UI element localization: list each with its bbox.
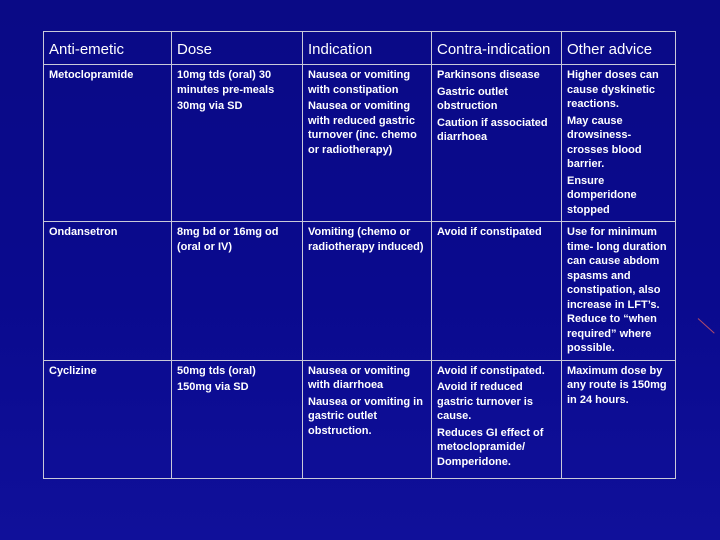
cell-contra-indication (432, 360, 562, 478)
indication-line: Nausea or vomiting in gastric outlet obstruction. (308, 395, 423, 437)
contra-line: Caution if associated diarrhoea (437, 116, 548, 143)
indication-line: Nausea or vomiting with reduced gastric turnover (inc. chemo or radiotherapy) (308, 100, 417, 156)
dose-line: 10mg tds (oral) 30 minutes pre-meals (177, 69, 275, 96)
advice-line: Higher doses can cause dyskinetic reactions. (567, 69, 659, 110)
contra-line: Avoid if constipated. (437, 364, 545, 377)
header-row (44, 32, 676, 65)
cell-other-advice (562, 222, 676, 361)
advice-line: Use for minimum time- long duration can cause abdom spasms and constipation, also increase in LFT’s. Reduce to “when required” where possible. (567, 226, 667, 354)
contra-line: Parkinsons disease (437, 69, 540, 81)
dose-line: 8mg bd or 16mg od (oral or IV) (177, 226, 279, 253)
contra-line: Reduces GI effect of metoclopramide/ Domperidone. (437, 426, 544, 468)
dose-line: 30mg via SD (177, 100, 243, 112)
indication-line: Nausea or vomiting with diarrhoea (308, 364, 411, 391)
header-other-advice: Other advice (562, 32, 676, 65)
cell-indication (303, 65, 432, 222)
contra-line: Gastric outlet obstruction (437, 85, 508, 112)
indication-line: Vomiting (chemo or radiotherapy induced) (308, 226, 424, 253)
cell-contra-indication (432, 222, 562, 361)
table-row (44, 222, 676, 361)
decorative-line (698, 318, 715, 333)
cell-drug: Cyclizine (44, 360, 172, 478)
table-row (44, 360, 676, 478)
cell-drug: Ondansetron (44, 222, 172, 361)
dose-line: 150mg via SD (177, 381, 249, 393)
cell-indication (303, 360, 432, 478)
contra-line: Avoid if reduced gastric turnover is cause. (437, 381, 533, 422)
table-row (44, 65, 676, 222)
header-dose: Dose (172, 32, 303, 65)
advice-line: May cause drowsiness- crosses blood barrier. (567, 114, 642, 170)
anti-emetic-table (43, 31, 676, 479)
header-anti-emetic: Anti-emetic (44, 32, 172, 65)
advice-line: Ensure domperidone stopped (567, 174, 637, 216)
indication-line: Nausea or vomiting with constipation (308, 69, 411, 96)
cell-indication (303, 222, 432, 361)
header-indication: Indication (303, 32, 432, 65)
advice-line: Maximum dose by any route is 150mg in 24 hours. (567, 364, 667, 406)
cell-drug: Metoclopramide (44, 65, 172, 222)
cell-dose (172, 222, 303, 361)
contra-line: Avoid if constipated (437, 226, 542, 238)
cell-other-advice (562, 65, 676, 222)
cell-dose (172, 65, 303, 222)
cell-other-advice (562, 360, 676, 478)
header-contra-indication: Contra-indication (432, 32, 562, 65)
dose-line: 50mg tds (oral) (177, 364, 256, 377)
cell-dose (172, 360, 303, 478)
cell-contra-indication (432, 65, 562, 222)
